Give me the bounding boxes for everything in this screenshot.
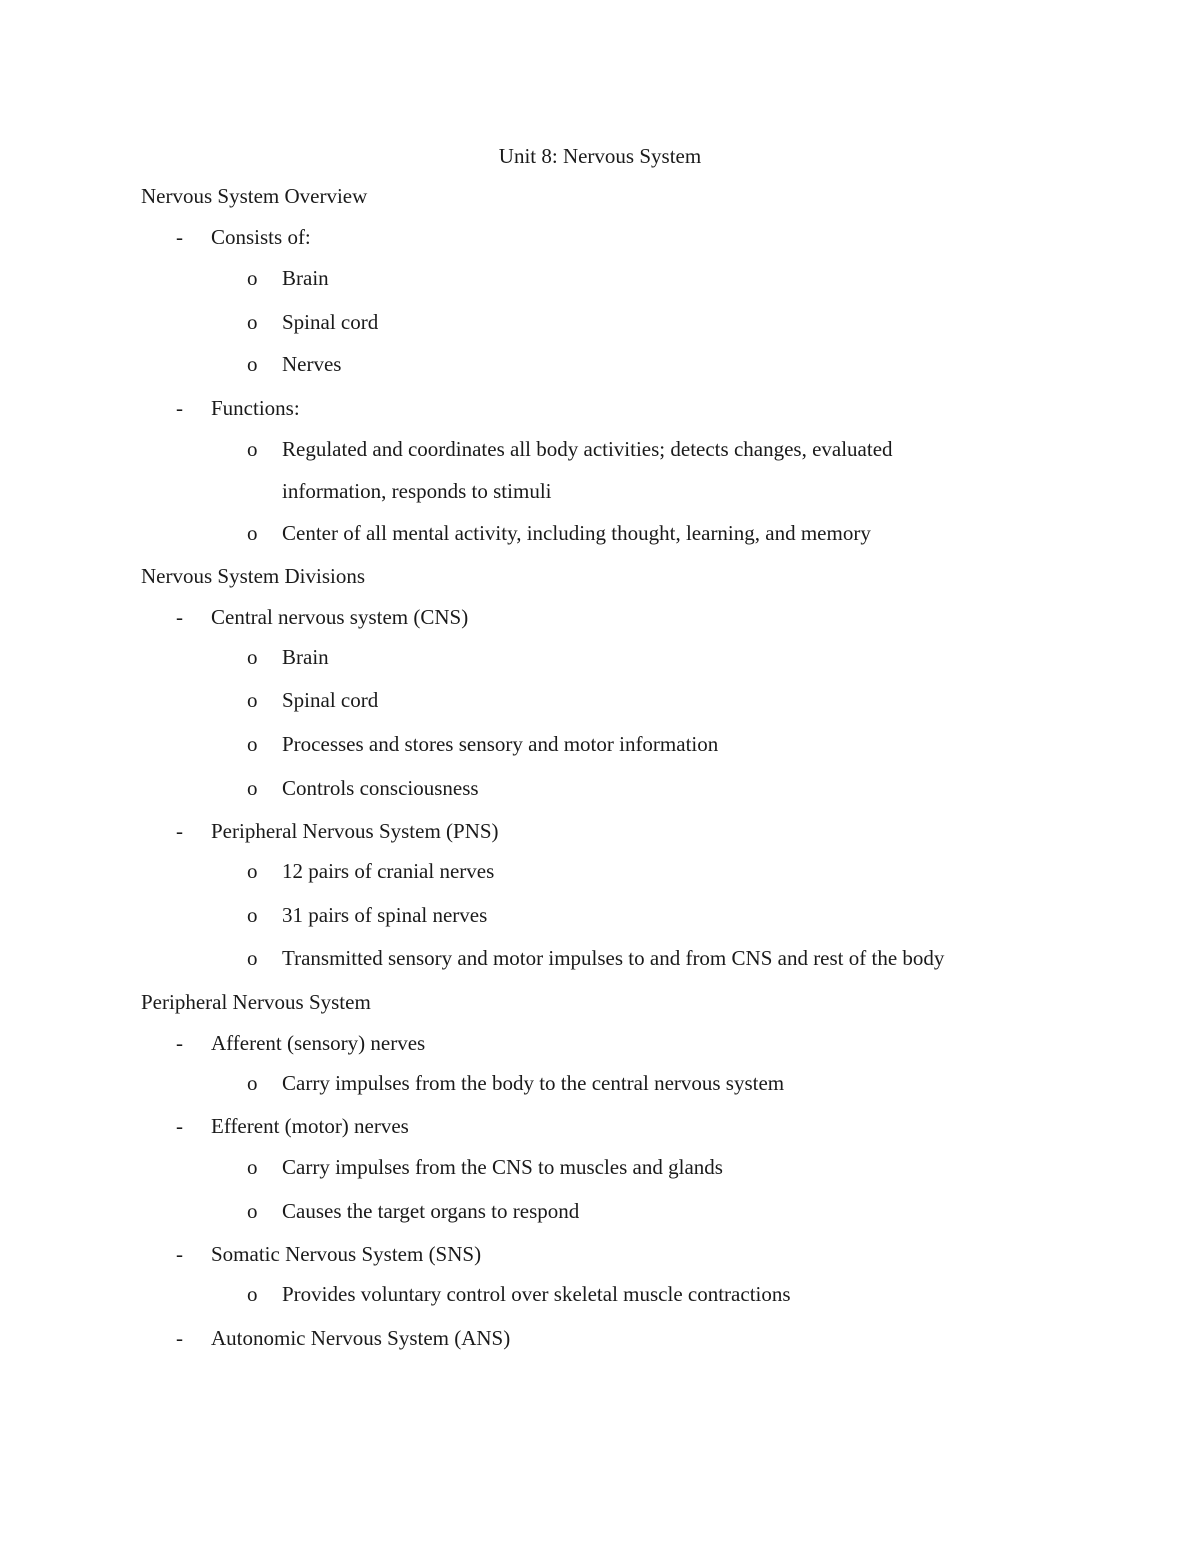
list-item: Central nervous system (CNS)	[211, 605, 469, 629]
o-bullet: o	[247, 1282, 258, 1306]
dash-bullet: -	[176, 1242, 183, 1266]
sub-list-item: Center of all mental activity, including thought, learning, and memory	[282, 521, 871, 545]
sub-list-item: Regulated and coordinates all body activities; detects changes, evaluated	[282, 437, 893, 461]
o-bullet: o	[247, 645, 258, 669]
sub-list-item: Nerves	[282, 352, 342, 376]
sub-list-item: Brain	[282, 266, 329, 290]
o-bullet: o	[247, 688, 258, 712]
sub-list-item: Processes and stores sensory and motor information	[282, 732, 719, 756]
dash-bullet: -	[176, 819, 183, 843]
document-title: Unit 8: Nervous System	[498, 144, 702, 168]
section-heading-divisions: Nervous System Divisions	[141, 564, 366, 588]
list-item: Peripheral Nervous System (PNS)	[211, 819, 499, 843]
o-bullet: o	[247, 437, 258, 461]
list-item: Functions:	[211, 396, 300, 420]
sub-list-item: Brain	[282, 645, 329, 669]
list-item: Autonomic Nervous System (ANS)	[211, 1326, 511, 1350]
o-bullet: o	[247, 903, 258, 927]
section-heading-peripheral: Peripheral Nervous System	[141, 990, 371, 1014]
sub-list-item: Spinal cord	[282, 310, 379, 334]
list-item: Afferent (sensory) nerves	[211, 1031, 426, 1055]
section-heading-overview: Nervous System Overview	[141, 184, 368, 208]
list-item: Efferent (motor) nerves	[211, 1114, 409, 1138]
o-bullet: o	[247, 310, 258, 334]
sub-list-item: Carry impulses from the CNS to muscles and glands	[282, 1155, 723, 1179]
o-bullet: o	[247, 859, 258, 883]
dash-bullet: -	[176, 1114, 183, 1138]
list-item: Somatic Nervous System (SNS)	[211, 1242, 482, 1266]
o-bullet: o	[247, 732, 258, 756]
list-item: Consists of:	[211, 225, 311, 249]
sub-list-item: 31 pairs of spinal nerves	[282, 903, 488, 927]
sub-list-item: Transmitted sensory and motor impulses to and from CNS and rest of the body	[282, 946, 945, 970]
dash-bullet: -	[176, 605, 183, 629]
o-bullet: o	[247, 1155, 258, 1179]
sub-list-item: Controls consciousness	[282, 776, 479, 800]
o-bullet: o	[247, 1071, 258, 1095]
o-bullet: o	[247, 266, 258, 290]
dash-bullet: -	[176, 1031, 183, 1055]
o-bullet: o	[247, 776, 258, 800]
sub-list-item: Causes the target organs to respond	[282, 1199, 580, 1223]
sub-list-item: Carry impulses from the body to the central nervous system	[282, 1071, 785, 1095]
sub-list-item: 12 pairs of cranial nerves	[282, 859, 495, 883]
o-bullet: o	[247, 946, 258, 970]
sub-list-item: Spinal cord	[282, 688, 379, 712]
o-bullet: o	[247, 352, 258, 376]
dash-bullet: -	[176, 1326, 183, 1350]
dash-bullet: -	[176, 396, 183, 420]
o-bullet: o	[247, 521, 258, 545]
dash-bullet: -	[176, 225, 183, 249]
o-bullet: o	[247, 1199, 258, 1223]
sub-list-item: Provides voluntary control over skeletal muscle contractions	[282, 1282, 791, 1306]
sub-list-item-continuation: information, responds to stimuli	[282, 479, 552, 503]
